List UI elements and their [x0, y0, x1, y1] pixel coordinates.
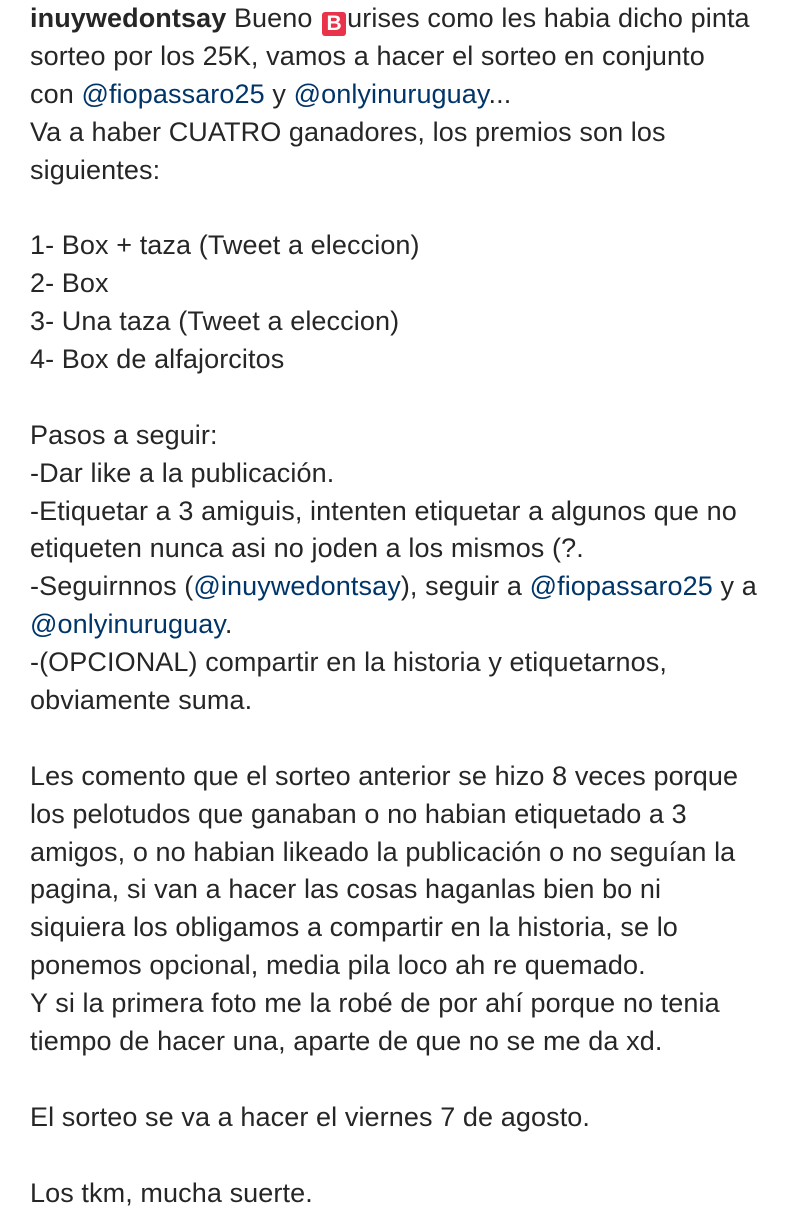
blank-line	[30, 379, 780, 417]
caption-text: y	[264, 78, 294, 109]
paragraph-line: Les comento que el sorteo anterior se hizo 8 veces porque	[30, 760, 739, 791]
caption-line: Va a haber CUATRO ganadores, los premios son los	[30, 116, 666, 147]
step-item: obviamente suma.	[30, 685, 253, 716]
step-item: -Dar like a la publicación.	[30, 457, 335, 488]
paragraph-line: Y si la primera foto me la robé de por ahí porque no tenia	[30, 988, 720, 1019]
paragraph-line: tiempo de hacer una, aparte de que no se me da xd.	[30, 1026, 663, 1057]
caption-line: siguientes:	[30, 154, 161, 185]
steps-title: Pasos a seguir:	[30, 419, 218, 450]
caption-text: ...	[488, 78, 512, 109]
mention-link-fiopassaro25[interactable]: @fiopassaro25	[81, 78, 265, 109]
mention-link-onlyinuruguay[interactable]: @onlyinuruguay	[293, 78, 489, 109]
caption-text: ), seguir a	[400, 571, 530, 602]
paragraph-line: los pelotudos que ganaban o no habian etiquetado a 3	[30, 798, 687, 829]
mention-link-inuywedontsay[interactable]: @inuywedontsay	[193, 571, 401, 602]
caption-text: y a	[712, 571, 757, 602]
caption-text: urises como les habia dicho pinta	[347, 3, 750, 33]
prize-item: 3- Una taza (Tweet a eleccion)	[30, 306, 400, 337]
caption-text: Bueno	[233, 3, 313, 33]
caption-text: -Seguirnnos (	[30, 571, 194, 602]
caption-line	[30, 0, 780, 38]
caption-text: con	[30, 78, 82, 109]
mention-link-onlyinuruguay[interactable]: @onlyinuruguay	[30, 609, 225, 640]
blank-line	[30, 189, 780, 227]
step-item: -(OPCIONAL) compartir en la historia y etiquetarnos,	[30, 647, 667, 678]
paragraph-line: ponemos opcional, media pila loco ah re quemado.	[30, 950, 646, 981]
step-item: -Etiquetar a 3 amiguis, intenten etiquetar a algunos que no	[30, 495, 737, 526]
blank-line	[30, 1061, 780, 1099]
username-link[interactable]: inuywedontsay	[30, 3, 227, 33]
prize-item: 4- Box de alfajorcitos	[30, 344, 285, 375]
prize-item: 1- Box + taza (Tweet a eleccion)	[30, 230, 420, 261]
post-caption	[30, 0, 780, 1213]
blank-line	[30, 720, 780, 758]
date-line: El sorteo se va a hacer el viernes 7 de agosto.	[30, 1101, 591, 1132]
step-item	[30, 568, 780, 606]
blank-line	[30, 1137, 780, 1175]
prize-item: 2- Box	[30, 268, 109, 299]
closing-line: Los tkm, mucha suerte.	[30, 1177, 313, 1208]
step-item	[30, 606, 780, 644]
step-item: etiqueten nunca asi no joden a los mismos (?.	[30, 533, 584, 564]
caption-line	[30, 76, 780, 114]
caption-line: sorteo por los 25K, vamos a hacer el sorteo en conjunto	[30, 40, 705, 71]
paragraph-line: pagina, si van a hacer las cosas haganlas bien bo ni	[30, 874, 662, 905]
b-button-emoji-icon: B	[322, 12, 346, 36]
paragraph-line: amigos, o no habian likeado la publicación o no seguían la	[30, 836, 736, 867]
paragraph-line: siquiera los obligamos a compartir en la historia, se lo	[30, 912, 678, 943]
caption-text: .	[224, 609, 233, 640]
mention-link-fiopassaro25[interactable]: @fiopassaro25	[529, 571, 713, 602]
